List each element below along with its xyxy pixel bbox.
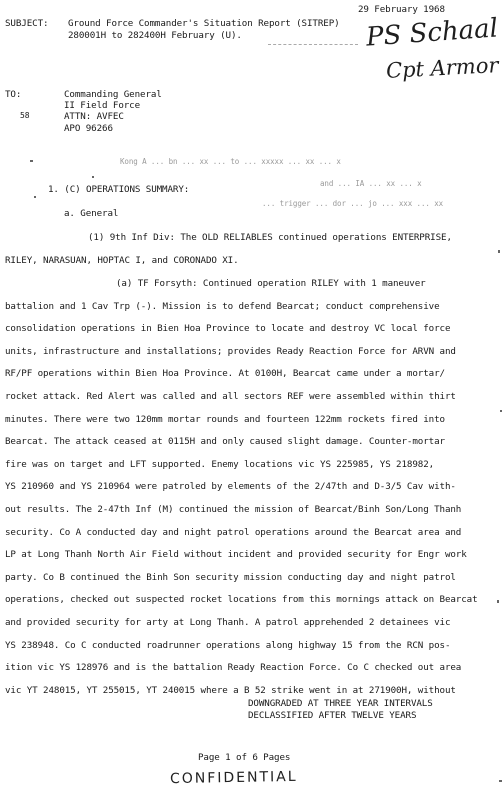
signature-title: Cpt Armor [385, 53, 499, 83]
section-heading: 1. (C) OPERATIONS SUMMARY: [48, 184, 190, 195]
scan-speck [92, 176, 94, 178]
binding-edge [494, 0, 504, 806]
faint-text-line: Kong A ... bn ... xx ... to ... xxxxx ... xx ... x [120, 157, 341, 166]
body-line: minutes. There were two 120mm mortar rounds and fourteen 122mm rockets fired into [5, 414, 445, 425]
section-subheading: a. General [64, 208, 119, 219]
body-line: rocket attack. Red Alert was called and all sectors REF were assembled within thirt [5, 391, 456, 402]
subject-line-1: Ground Force Commander's Situation Report (SITREP) [68, 18, 340, 29]
body-line: LP at Long Thanh North Air Field without incident and provided security for Engr work [5, 549, 467, 560]
body-line: security. Co A conducted day and night patrol operations around the Bearcat area and [5, 527, 462, 538]
declassify-stamp: DECLASSIFIED AFTER TWELVE YEARS [248, 710, 417, 721]
body-line: (1) 9th Inf Div: The OLD RELIABLES continued operations ENTERPRISE, [88, 232, 452, 243]
body-line: RILEY, NARASUAN, HOPTAC I, and CORONADO XI. [5, 255, 239, 266]
address-line: II Field Force [64, 100, 141, 111]
page-number: Page 1 of 6 Pages [198, 752, 291, 763]
to-label: TO: [5, 89, 22, 100]
body-line: operations, checked out suspected rocket locations from this mornings attack on Bearcat [5, 594, 478, 605]
body-line: RF/PF operations within Bien Hoa Province. At 0100H, Bearcat came under a mortar/ [5, 368, 445, 379]
address-line: ATTN: AVFEC [64, 111, 124, 122]
scan-speck [34, 196, 36, 198]
address-line: Commanding General [64, 89, 162, 100]
body-line: YS 238948. Co C conducted roadrunner operations along highway 15 from the RCN pos- [5, 640, 451, 651]
margin-mark: 58 [20, 111, 30, 120]
faint-text-line: and ... IA ... xx ... x [320, 179, 422, 188]
body-line: battalion and 1 Cav Trp (-). Mission is to defend Bearcat; conduct comprehensive [5, 301, 440, 312]
scan-smudge [268, 44, 358, 45]
scan-speck [30, 160, 33, 162]
body-line: party. Co B continued the Binh Son security mission conducting day and night patrol [5, 572, 456, 583]
document-date: 29 February 1968 [358, 4, 445, 15]
signature-name: PS Schaal [365, 13, 499, 53]
body-line: vic YT 248015, YT 255015, YT 240015 where a B 52 strike went in at 271900H, without [5, 685, 456, 696]
body-line: YS 210960 and YS 210964 were patroled by elements of the 2/47th and D-3/5 Cav with- [5, 481, 456, 492]
classification-marking: CONFIDENTIAL [169, 768, 298, 788]
address-line: APO 96266 [64, 123, 113, 134]
body-line: ition vic YS 128976 and is the battalion Ready Reaction Force. Co C checked out area [5, 662, 462, 673]
body-line: units, infrastructure and installations; provides Ready Reaction Force for ARVN and [5, 346, 456, 357]
body-line: (a) TF Forsyth: Continued operation RILEY with 1 maneuver [116, 278, 426, 289]
subject-line-2: 280001H to 282400H February (U). [68, 30, 242, 41]
downgrade-stamp: DOWNGRADED AT THREE YEAR INTERVALS [248, 698, 433, 709]
body-line: fire was on target and LFT supported. Enemy locations vic YS 225985, YS 218982, [5, 459, 435, 470]
body-line: out results. The 2-47th Inf (M) continued the mission of Bearcat/Binh Son/Long Thanh [5, 504, 462, 515]
faint-text-line: ... trigger ... dor ... jo ... xxx ... xx [262, 199, 444, 208]
subject-label: SUBJECT: [5, 18, 49, 29]
body-line: consolidation operations in Bien Hoa Province to locate and destroy VC local force [5, 323, 451, 334]
body-line: Bearcat. The attack ceased at 0115H and only caused slight damage. Counter-mortar [5, 436, 445, 447]
body-line: and provided security for arty at Long Thanh. A patrol apprehended 2 detainees vic [5, 617, 451, 628]
